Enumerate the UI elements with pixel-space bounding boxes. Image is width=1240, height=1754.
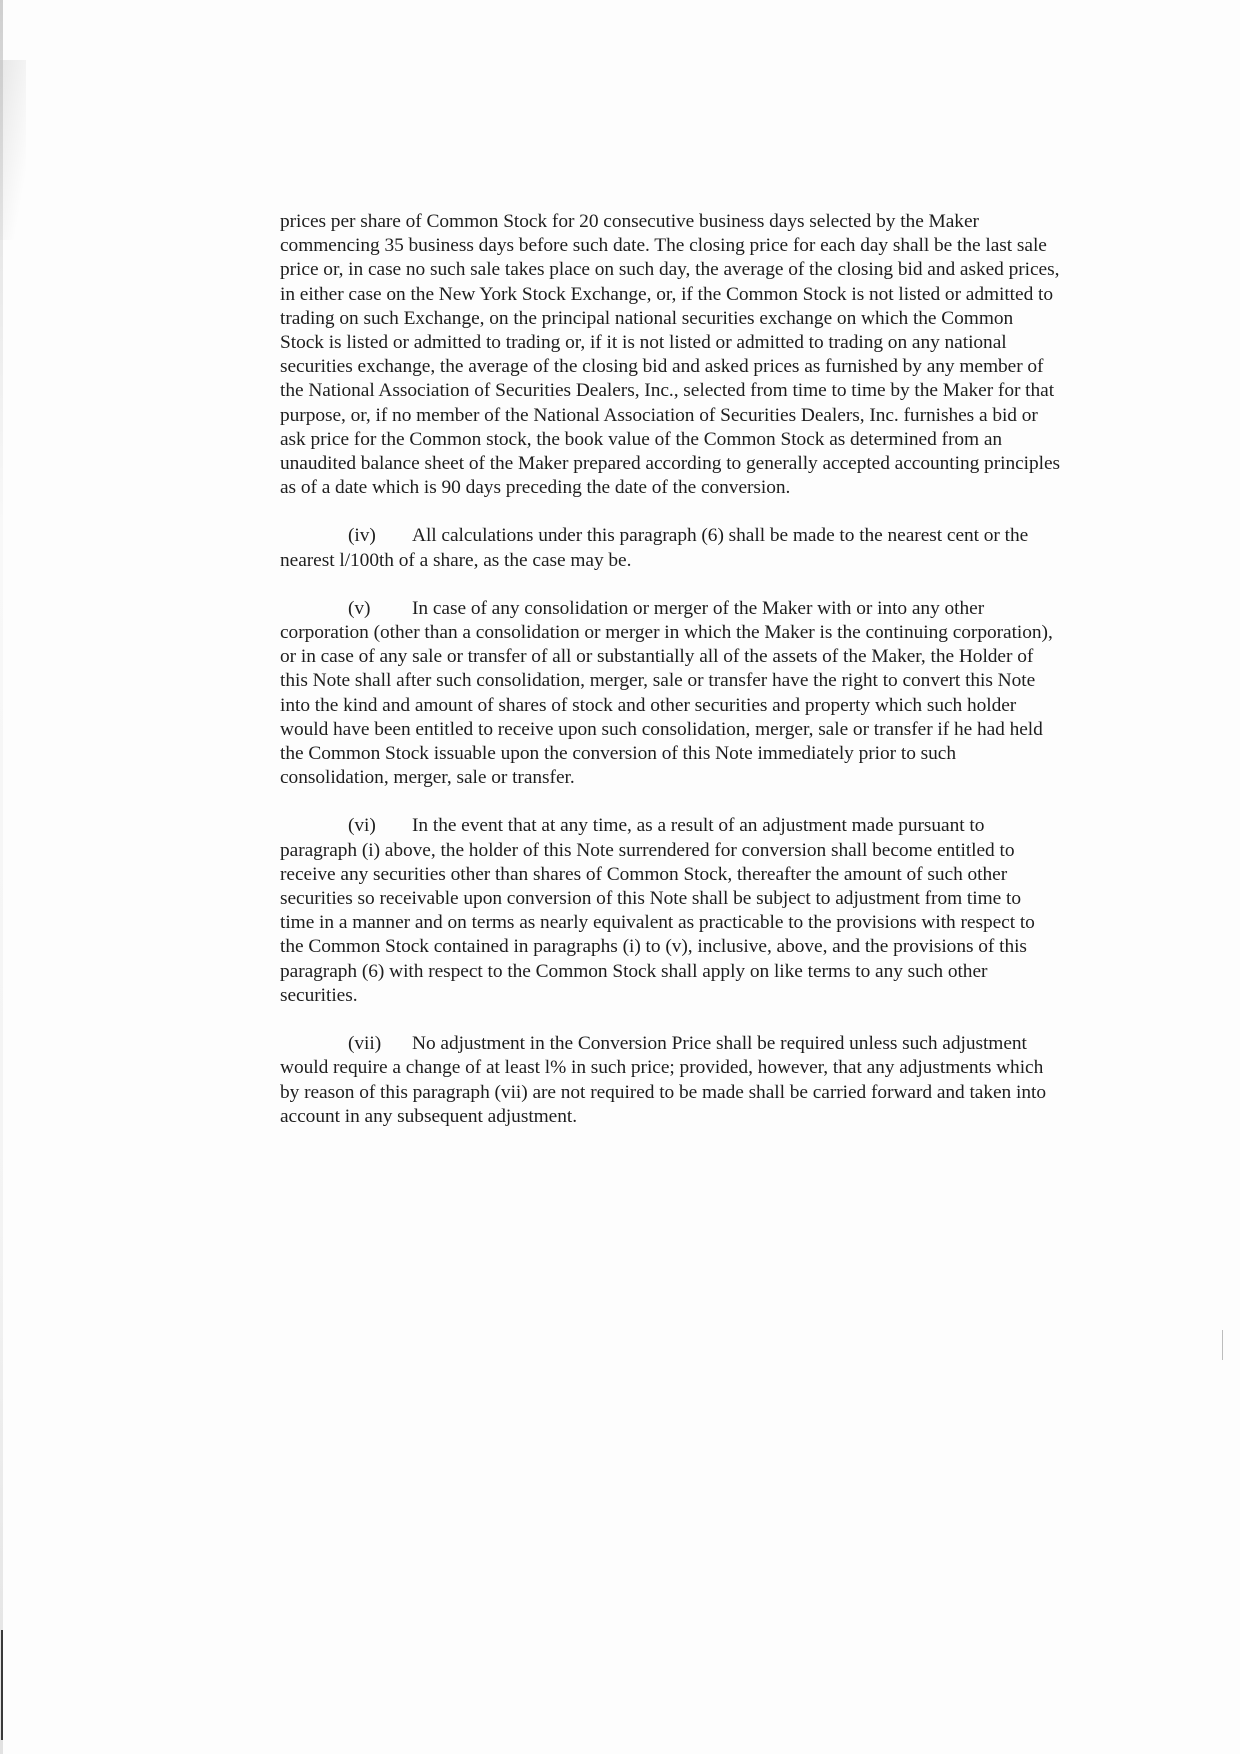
paragraph-text: prices per share of Common Stock for 20 consecutive business days selected by the Maker commencing 35 business days before such date. The closing price for each day shall be the last sale price or, in case no such sale takes place on such day, the average of the closing bid and asked prices, in either case on the New York Stock Exchange, or, if the Common Stock is not listed or admitted to trading on such Exchange, on the principal national securities exchange on which the Common Stock is listed or admitted to trading or, if it is not listed or admitted to trading on any national securities exchange, the average of the closing bid and asked prices as furnished by any member of the National Association of Securities Dealers, Inc., selected from time to time by the Maker for that purpose, or, if no member of the National Association of Securities Dealers, Inc. furnishes a bid or ask price for the Common stock, the book value of the Common Stock as determined from an unaudited balance sheet of the Maker prepared according to generally accepted accounting principles as of a date which is 90 days preceding the date of the conversion. [280, 211, 1061, 499]
paragraph-v [280, 597, 1060, 791]
paragraph-continuation [280, 210, 1060, 500]
paragraph-label: (vi) [348, 815, 376, 837]
paragraph-text: No adjustment in the Conversion Price shall be required unless such adjustment would require a change of at least l% in such price; provided, however, that any adjustments which by reason of this paragraph (vii) are not required to be made shall be carried forward and taken into account in any subsequent adjustment. [280, 1033, 1046, 1127]
paragraph-text: In case of any consolidation or merger of the Maker with or into any other corporation (other than a consolidation or merger in which the Maker is the continuing corporation), or in case of any sale or transfer of all or substantially all of the assets of the Maker, the Holder of this Note shall after such consolidation, merger, sale or transfer have the right to convert this Note into the kind and amount of shares of stock and other securities and property which such holder would have been entitled to receive upon such consolidation, merger, sale or transfer if he had held the Common Stock issuable upon the conversion of this Note immediately prior to such consolidation, merger, sale or transfer. [280, 597, 1053, 789]
paragraph-label: (vii) [348, 1033, 382, 1055]
scan-mark [1, 1630, 3, 1740]
paragraph-text: All calculations under this paragraph (6) shall be made to the nearest cent or the nearest l/100th of a share, as the case may be. [280, 525, 1029, 571]
paragraph-iv [280, 524, 1060, 572]
scan-edge [0, 0, 3, 1754]
paragraph-label: (v) [348, 597, 371, 619]
scan-shadow [0, 60, 26, 240]
paragraph-vii [280, 1032, 1060, 1129]
document-body [280, 210, 1060, 1153]
scan-mark [1222, 1330, 1223, 1360]
paragraph-text: In the event that at any time, as a result of an adjustment made pursuant to paragraph (i) above, the holder of this Note surrendered for conversion shall become entitled to receive any securities other than shares of Common Stock, thereafter the amount of such other securities so receivable upon conversion of this Note shall be subject to adjustment from time to time in a manner and on terms as nearly equivalent as practicable to the provisions with respect to the Common Stock contained in paragraphs (i) to (v), inclusive, above, and the provisions of this paragraph (6) with respect to the Common Stock shall apply on like terms to any such other securities. [280, 815, 1035, 1006]
paragraph-label: (iv) [348, 525, 376, 547]
paragraph-vi [280, 814, 1060, 1008]
